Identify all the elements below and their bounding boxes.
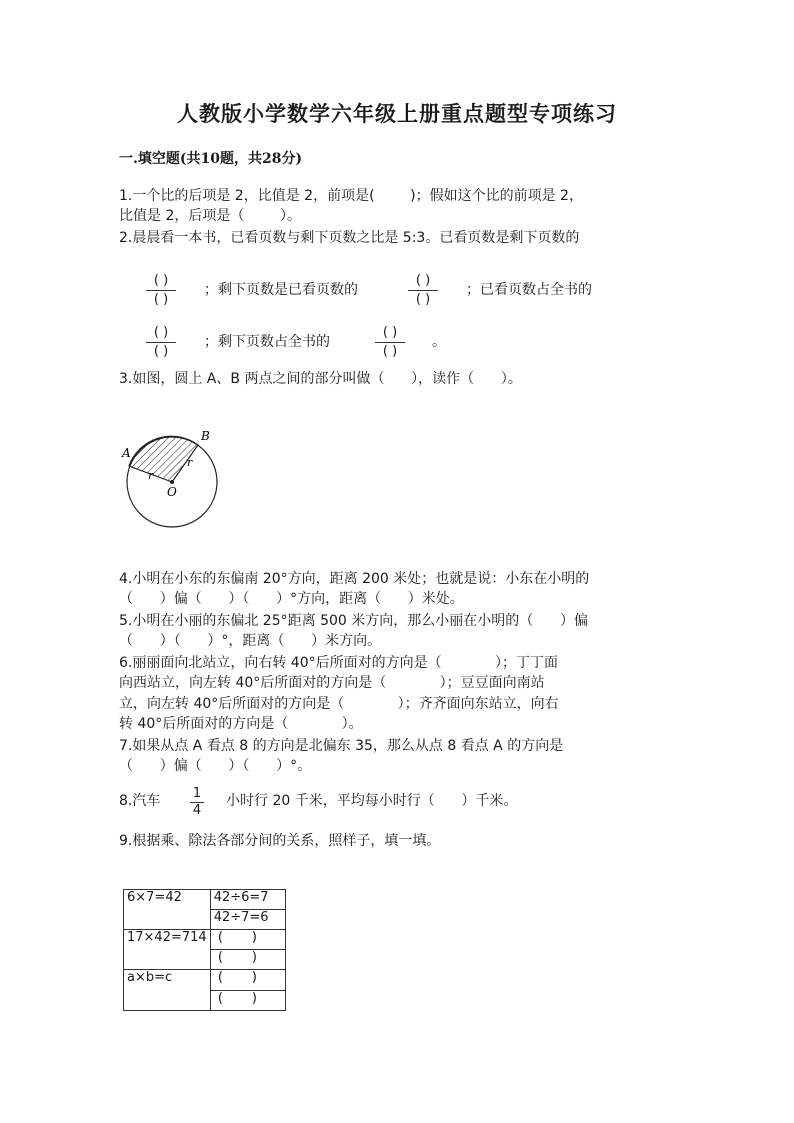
q4-line2: （ ）偏（ ）（ ）°方向，距离（ ）米处。 xyxy=(119,591,464,607)
q5-line1: 5.小明在小丽的东偏北 25°距离 500 米方向，那么小丽在小明的（ ）偏 xyxy=(119,613,588,629)
fraction-numerator: ( ) xyxy=(408,273,438,291)
fraction-denominator: ( ) xyxy=(382,344,398,359)
q4-line1: 4.小明在小东的东偏南 20°方向，距离 200 米处；也就是说：小东在小明的 xyxy=(119,571,590,587)
fraction-numerator: ( ) xyxy=(146,325,176,343)
label-b: B xyxy=(201,429,210,443)
section-heading: 一.填空题(共10题，共28分) xyxy=(119,151,303,167)
circle-sector-figure xyxy=(115,420,225,530)
fraction-numerator: 1 xyxy=(190,786,204,803)
q6-line1: 6.丽丽面向北站立，向右转 40°后所面对的方向是（ ）；丁丁面 xyxy=(119,655,559,671)
answer-blank[interactable]: ( ) xyxy=(210,930,285,950)
fraction-numerator: ( ) xyxy=(375,325,405,343)
answer-blank[interactable]: ( ) xyxy=(210,970,285,991)
fraction-numerator: ( ) xyxy=(146,273,176,291)
q2-text-c: ；剩下页数占全书的 xyxy=(204,334,330,350)
q9-line: 9.根据乘、除法各部分间的关系，照样子，填一填。 xyxy=(119,833,441,849)
q2-text-d: 。 xyxy=(432,334,446,350)
q7-line2: （ ）偏（ ）（ ）°。 xyxy=(119,758,312,774)
center-point xyxy=(170,480,174,484)
q2-text-a: ；剩下页数是已看页数的 xyxy=(204,282,358,298)
page-title: 人教版小学数学六年级上册重点题型专项练习 xyxy=(177,101,617,126)
calc-table xyxy=(123,889,286,1011)
fraction-blank[interactable] xyxy=(146,325,176,360)
q2-line1: 2.晨晨看一本书，已看页数与剩下页数之比是 5:3。已看页数是剩下页数的 xyxy=(119,230,580,246)
q3-line: 3.如图，圆上 A、B 两点之间的部分叫做（ ），读作（ ）。 xyxy=(119,371,522,387)
q1-line1: 1.一个比的后项是 2，比值是 2，前项是( )；假如这个比的前项是 2， xyxy=(119,188,583,204)
q2-text-b: ；已看页数占全书的 xyxy=(466,282,592,298)
label-o: O xyxy=(167,485,177,499)
q8-suffix: 小时行 20 千米，平均每小时行（ ）千米。 xyxy=(226,793,518,809)
table-row xyxy=(124,970,286,991)
table-cell-given: 6×7=42 xyxy=(124,890,211,930)
table-row xyxy=(124,930,286,950)
table-row xyxy=(124,890,286,910)
table-cell-given: a×b=c xyxy=(124,970,211,1011)
fraction-denominator: ( ) xyxy=(153,292,169,307)
q7-line1: 7.如果从点 A 看点 8 的方向是北偏东 35，那么从点 8 看点 A 的方向是 xyxy=(119,738,564,754)
table-cell-answer: 42÷7=6 xyxy=(210,910,285,930)
q6-line3: 立，向左转 40°后所面对的方向是（ ）；齐齐面向东站立，向右 xyxy=(119,696,559,712)
table-cell-answer: 42÷6=7 xyxy=(210,890,285,910)
label-r-right: r xyxy=(187,456,193,469)
fraction-denominator: ( ) xyxy=(153,344,169,359)
label-a: A xyxy=(122,446,131,460)
fraction-blank[interactable] xyxy=(375,325,405,360)
q1-line2: 比值是 2，后项是（ ）。 xyxy=(119,208,301,224)
fraction-denominator: ( ) xyxy=(415,292,431,307)
q6-line2: 向西站立，向左转 40°后所面对的方向是（ ）；豆豆面向南站 xyxy=(119,675,545,691)
fraction-blank[interactable] xyxy=(408,273,438,308)
table-cell-given: 17×42=714 xyxy=(124,930,211,970)
fraction-denominator: 4 xyxy=(192,803,202,818)
label-r-left: r xyxy=(148,469,154,482)
answer-blank[interactable]: ( ) xyxy=(210,990,285,1011)
q8-prefix: 8.汽车 xyxy=(119,793,161,809)
answer-blank[interactable]: ( ) xyxy=(210,950,285,970)
fraction-blank[interactable] xyxy=(146,273,176,308)
q5-line2: （ ）（ ）°，距离（ ）米方向。 xyxy=(119,633,382,649)
q8-fraction xyxy=(190,786,204,819)
q6-line4: 转 40°后所面对的方向是（ ）。 xyxy=(119,716,363,732)
